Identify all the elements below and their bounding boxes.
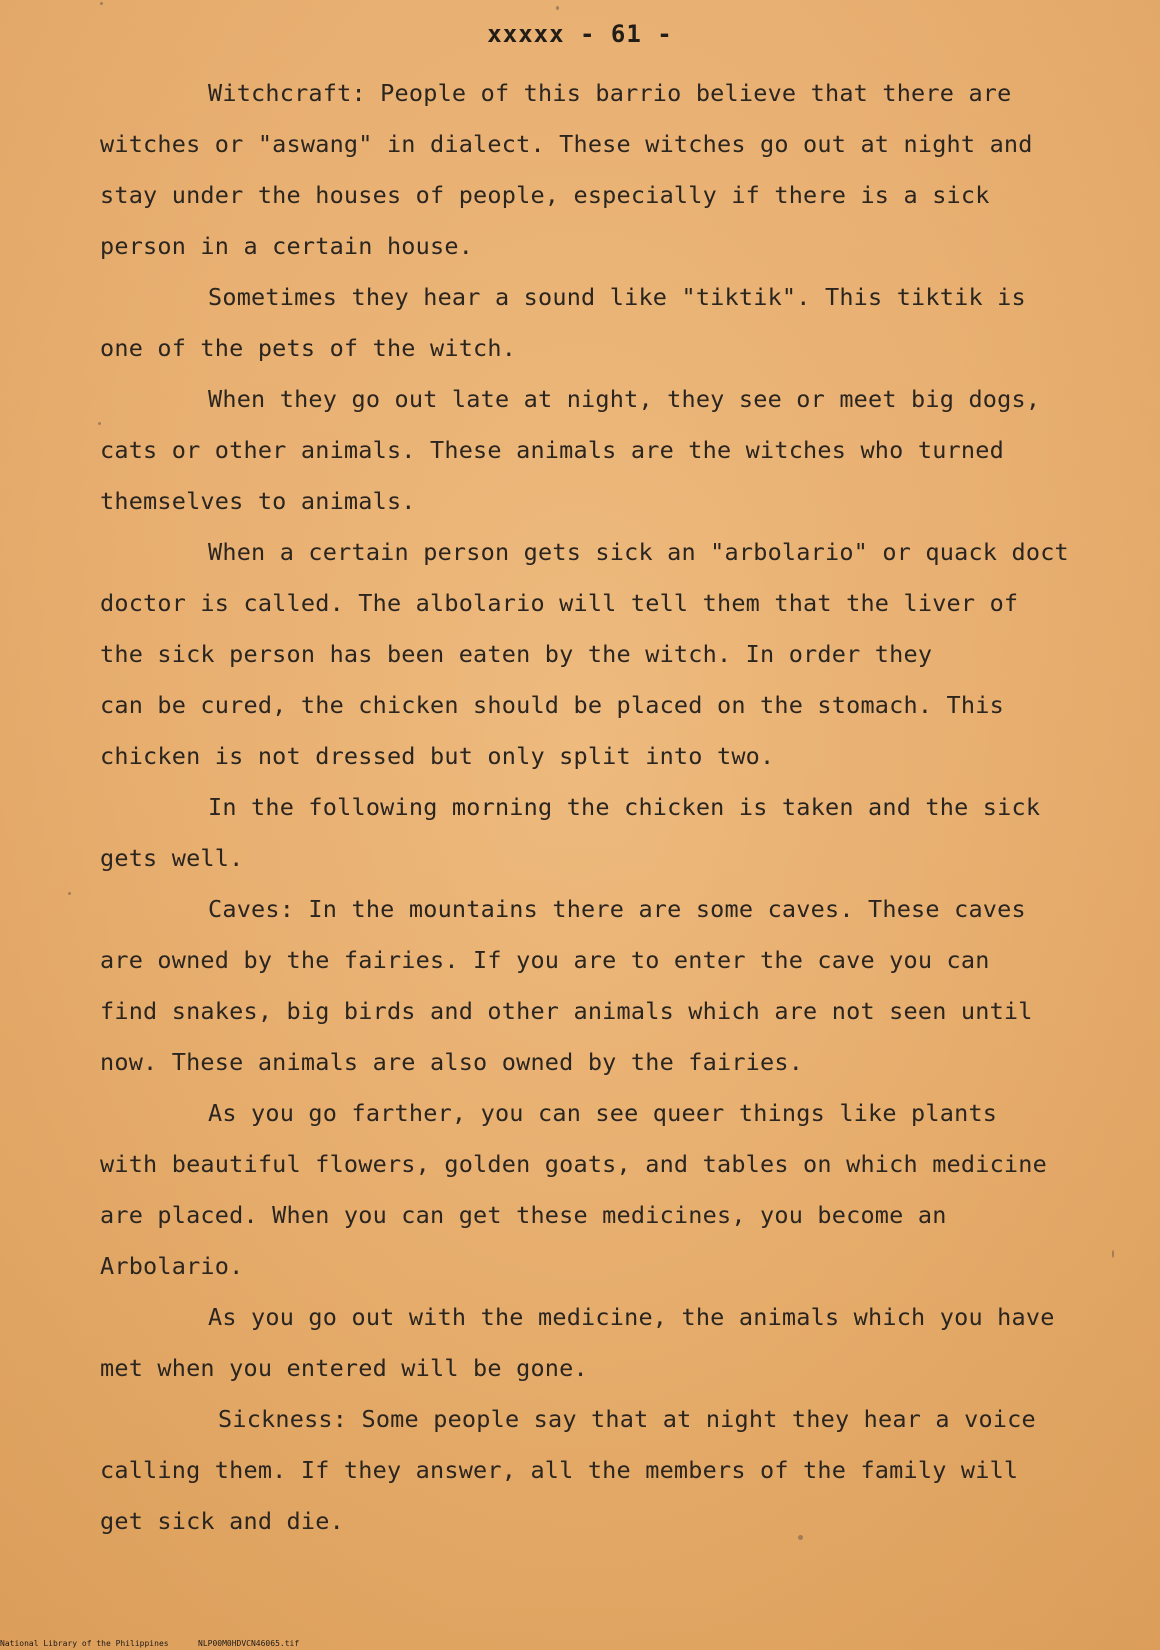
text-line: one of the pets of the witch. <box>100 334 517 362</box>
text-line: cats or other animals. These animals are the witches who turned <box>100 436 1004 464</box>
text-line: calling them. If they answer, all the members of the family will <box>100 1456 1019 1484</box>
text-line: In the following morning the chicken is taken and the sick <box>208 793 1041 821</box>
text-line: the sick person has been eaten by the witch. In order they <box>100 640 933 668</box>
paper-speck <box>798 1535 803 1540</box>
text-line: Witchcraft: People of this barrio believe that there are <box>208 79 1012 107</box>
text-line: gets well. <box>100 844 244 872</box>
text-line: As you go out with the medicine, the animals which you have <box>208 1303 1055 1331</box>
text-line: find snakes, big birds and other animals which are not seen until <box>100 997 1033 1025</box>
text-line: doctor is called. The albolario will tell them that the liver of <box>100 589 1019 617</box>
text-line: When they go out late at night, they see or meet big dogs, <box>208 385 1041 413</box>
paper-speck <box>68 892 71 895</box>
text-line: Arbolario. <box>100 1252 244 1280</box>
text-line: met when you entered will be gone. <box>100 1354 588 1382</box>
text-line: are placed. When you can get these medicines, you become an <box>100 1201 947 1229</box>
text-line: can be cured, the chicken should be placed on the stomach. This <box>100 691 1004 719</box>
text-line: chicken is not dressed but only split into two. <box>100 742 775 770</box>
footer-filename: NLP00M0HDVCN46065.tif <box>198 1639 300 1648</box>
text-line: get sick and die. <box>100 1507 344 1535</box>
paper-speck <box>556 6 559 10</box>
paper-speck <box>1112 1250 1114 1258</box>
text-line: themselves to animals. <box>100 487 416 515</box>
text-line: witches or "aswang" in dialect. These witches go out at night and <box>100 130 1033 158</box>
page-number-header: xxxxx - 61 - <box>487 20 673 48</box>
footer-library-credit: National Library of the Philippines <box>0 1639 169 1648</box>
typed-body <box>100 68 1110 1547</box>
text-line: Caves: In the mountains there are some caves. These caves <box>208 895 1026 923</box>
text-line: As you go farther, you can see queer things like plants <box>208 1099 998 1127</box>
text-line: When a certain person gets sick an "arbolario" or quack doct <box>208 538 1069 566</box>
text-line: Sickness: Some people say that at night they hear a voice <box>218 1405 1036 1433</box>
paper-speck <box>98 422 101 425</box>
text-line: are owned by the fairies. If you are to enter the cave you can <box>100 946 990 974</box>
text-line: now. These animals are also owned by the fairies. <box>100 1048 804 1076</box>
paper-speck <box>100 2 103 5</box>
text-line: stay under the houses of people, especially if there is a sick <box>100 181 990 209</box>
text-line: Sometimes they hear a sound like "tiktik". This tiktik is <box>208 283 1026 311</box>
text-line: with beautiful flowers, golden goats, and tables on which medicine <box>100 1150 1047 1178</box>
text-line: person in a certain house. <box>100 232 474 260</box>
